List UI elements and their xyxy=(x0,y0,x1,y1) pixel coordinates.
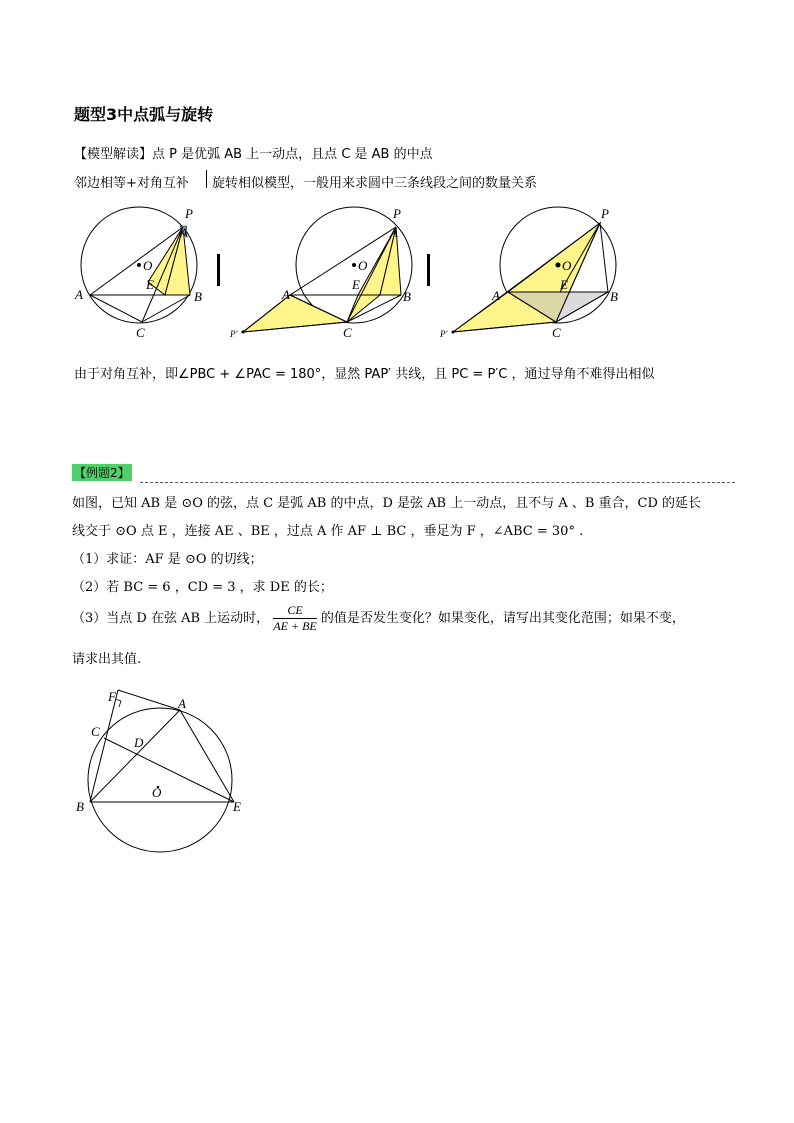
label-P: P xyxy=(393,206,401,221)
fraction xyxy=(273,603,316,634)
example-figure xyxy=(70,680,260,830)
question-3 xyxy=(72,603,685,634)
label-A-small: A xyxy=(390,225,398,240)
label-C: C xyxy=(136,325,145,340)
divider xyxy=(206,170,207,188)
label-D: D xyxy=(134,735,144,750)
label-A: A xyxy=(492,288,500,303)
model-line-3: 由于对角互补，即∠PBC + ∠PAC = 180°，显然 PAP′ 共线，且 PC = P′C ，通过导角不难得出相似 xyxy=(74,367,655,382)
label-P: P xyxy=(601,206,609,221)
label-O: O xyxy=(562,258,572,273)
example-tag: 【例题2】 xyxy=(74,466,130,480)
separator-1 xyxy=(217,254,220,286)
model-line-2b: 旋转相似模型，一般用来求圆中三条线段之间的数量关系 xyxy=(212,176,538,191)
fraction-numerator: CE xyxy=(273,603,316,619)
separator-2 xyxy=(427,254,430,286)
label-E: E xyxy=(352,277,360,292)
label-Pprime: P' xyxy=(440,329,448,339)
figure-2 xyxy=(230,200,410,350)
label-C: C xyxy=(552,325,561,340)
question-2: （2）若 BC = 6 ，CD = 3 ，求 DE 的长； xyxy=(72,580,333,595)
label-E: E xyxy=(146,277,154,292)
figure-1 xyxy=(70,200,230,350)
label-A-small: A xyxy=(180,225,188,240)
question-3-a: （3）当点 D 在弦 AB 上运动时， xyxy=(72,611,270,626)
figure-3 xyxy=(440,200,640,350)
fraction-denominator: AE + BE xyxy=(273,619,317,633)
question-3-c: 请求出其值. xyxy=(72,652,142,667)
label-O: O xyxy=(143,258,153,273)
question-3-b: 的值是否发生变化？如果变化，请写出其变化范围；如果不变， xyxy=(320,611,685,626)
label-A: A xyxy=(178,696,186,711)
model-line-1: 【模型解读】点 P 是优弧 AB 上一动点，且点 C 是 AB 的中点 xyxy=(74,147,433,162)
label-F: F xyxy=(108,689,116,704)
label-C: C xyxy=(91,724,100,739)
dashed-rule xyxy=(140,482,735,483)
section-title: 题型3中点弧与旋转 xyxy=(74,105,214,124)
label-B: B xyxy=(194,289,202,304)
example-text-1: 如图，已知 AB 是 ⊙O 的弦，点 C 是弧 AB 的中点，D 是弦 AB 上一动点，且不与 A 、B 重合，CD 的延长 xyxy=(72,496,702,511)
label-B: B xyxy=(76,799,84,814)
label-A: A xyxy=(75,287,83,302)
label-B: B xyxy=(610,289,618,304)
model-line-2a: 邻边相等+对角互补 xyxy=(74,176,189,191)
question-1: （1）求证：AF 是 ⊙O 的切线； xyxy=(72,552,263,567)
label-Pprime: P' xyxy=(230,329,238,339)
label-O: O xyxy=(358,258,368,273)
example-text-2: 线交于 ⊙O 点 E ，连接 AE 、BE ，过点 A 作 AF ⊥ BC ，垂足为 F ，∠ABC = 30° . xyxy=(72,524,584,539)
label-B: B xyxy=(403,289,411,304)
label-A: A xyxy=(282,287,290,302)
label-E: E xyxy=(560,277,568,292)
label-O: O xyxy=(152,785,162,800)
label-P: P xyxy=(185,206,193,221)
label-E: E xyxy=(233,799,241,814)
label-C: C xyxy=(343,325,352,340)
